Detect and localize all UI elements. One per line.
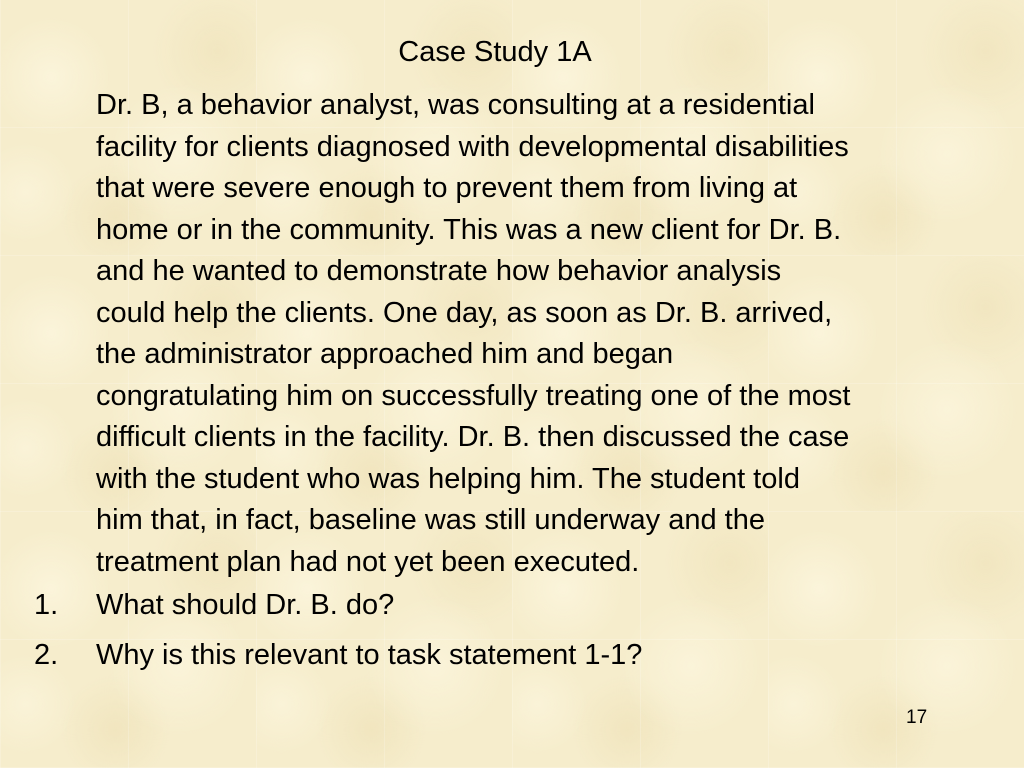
question-text: Why is this relevant to task statement 1-1?	[96, 639, 643, 671]
question-list	[0, 585, 1000, 685]
slide-title: Case Study 1A	[398, 36, 592, 68]
question-number: 2.	[34, 639, 59, 671]
question-item-1	[0, 585, 1000, 626]
question-text: What should Dr. B. do?	[96, 589, 395, 621]
question-number: 1.	[34, 589, 59, 621]
case-study-paragraph: Dr. B, a behavior analyst, was consulting at a residential facility for clients diagnosed with developmental disabilities that were severe enough to prevent them from living at home or in the community. This was a new client for Dr. B. and he wanted to demonstrate how behavior analysis could help the clients. One day, as soon as Dr. B. arrived, the administrator approached him and began congratulating him on successfully treating one of the most difficult clients in the facility. Dr. B. then discussed the case with the student who was helping him. The student told him that, in fact, baseline was still underway and the treatment plan had not yet been executed.	[96, 89, 851, 578]
page-number: 17	[906, 707, 928, 728]
question-item-2	[0, 635, 1000, 676]
